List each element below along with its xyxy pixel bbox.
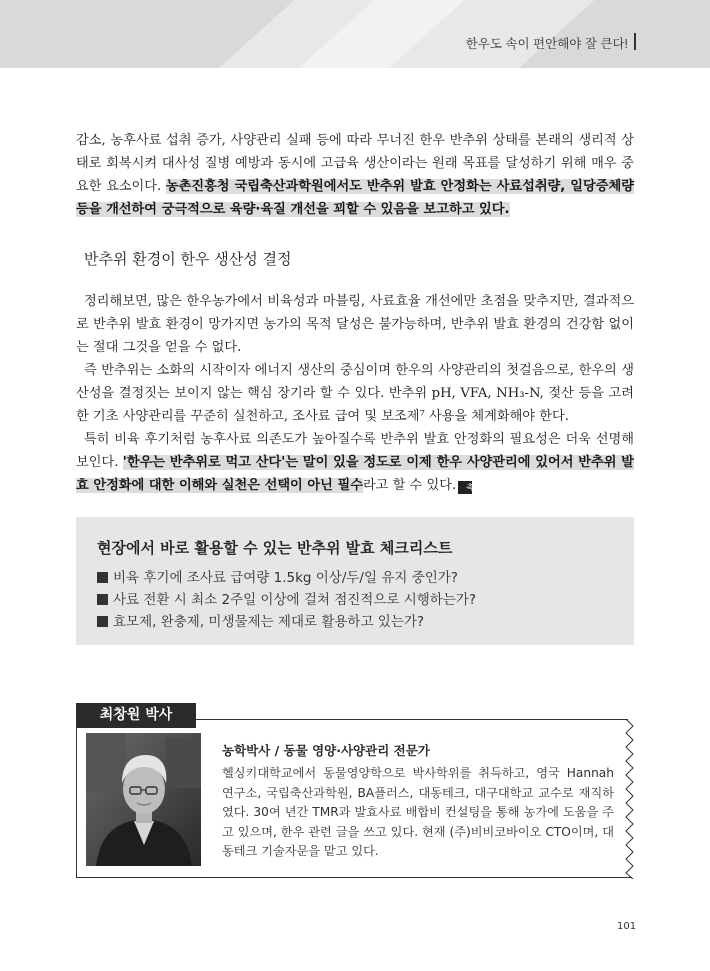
body-paragraph-3 [76,428,634,497]
body-paragraph-3-end: 라고 할 수 있다. [362,478,457,493]
checklist-item [97,610,424,630]
author-name: 최창원 박사 [99,707,173,723]
checklist-item-text: 비육 후기에 조사료 급여량 1.5kg 이상/두/일 유지 중인가? [113,570,458,586]
intro-paragraph [76,129,634,221]
square-bullet-icon [97,572,108,583]
end-mark-icon: 축 [458,481,472,494]
zigzag-edge-decoration [622,719,636,879]
square-bullet-icon [97,594,108,605]
body-highlight-b: 선택이 아닌 필수 [264,478,363,493]
author-bio: 헬싱키대학교에서 동물영양학으로 박사학위를 취득하고, 영국 Hannah 연구소, 국립축산과학원, BA플러스, 대동테크, 대구대학교 교수로 재직하였다. 30여 년간 TMR과 발효사료 배합비 컨설팅을 통해 농가에 도움을 주고 있으며, 한우 관련 글을 쓰고 있다. 현재 (주)비비코바이오 CTO이며, 대동테크 기술자문을 맡고 있다. [222,766,614,859]
body-paragraph-2: 즉 반추위는 소화의 시작이자 에너지 생산의 중심이며 한우의 사양관리의 첫걸음으로, 한우의 생산성을 결정짓는 보이지 않는 핵심 장기라 할 수 있다. 반추위 pH, VFA, NH₃-N, 젖산 등을 고려한 기초 사양관리를 꾸준히 실천하고, 조사료 급여 및 보조제⁷ 사용을 체계화해야 한다. [76,363,634,424]
checklist-item [97,566,458,586]
section-heading: 반추위 환경이 한우 생산성 결정 [84,250,292,268]
checklist-item-text: 효모제, 완충제, 미생물제는 제대로 활용하고 있는가? [113,614,425,630]
body-paragraph-3-start: 특히 비육 후기처럼 농후사료 의존도가 높아질수록 반추위 발효 안정화의 필요성은 더욱 선명해 보인다. [76,432,634,470]
checklist-item-text: 사료 전환 시 최소 2주일 이상에 걸쳐 점진적으로 시행하는가? [113,592,477,608]
checklist-item [97,588,476,608]
intro-highlight: 농촌진흥청 국립축산과학원에서도 반추위 발효 안정화는 사료섭취량, 일당증체량 등을 개선하여 궁극적으로 육량·육질 개선을 꾀할 수 있음을 보고하고 있다. [76,179,635,217]
page-header [0,0,710,68]
intro-text: 감소, 농후사료 섭취 증가, 사양관리 실패 등에 따라 무너진 한우 반추위 상태를 본래의 생리적 상태로 회복시켜 대사성 질병 예방과 동시에 고급육 생산이라는 원래 목표를 달성하기 위해 매우 중요한 요소이다. [76,133,634,194]
checklist-box [76,517,634,645]
author-photo [86,733,201,866]
checklist-title: 현장에서 바로 활용할 수 있는 반추위 발효 체크리스트 [97,539,453,557]
body-highlight-a: '한우는 반추위로 먹고 산다'는 말이 있을 정도로 이제 한우 사양관리에 있어서 반추위 발효 안정화에 대한 이해와 실천은 [76,455,634,493]
running-title: 한우도 속이 편안해야 잘 큰다! [465,37,628,51]
author-role: 농학박사 / 동물 영양·사양관리 전문가 [222,743,430,758]
body-paragraph-1: 정리해보면, 많은 한우농가에서 비육성과 마블링, 사료효율 개선에만 초점을 맞추지만, 결과적으로 반추위 발효 환경이 망가지면 농가의 목적 달성은 불가능하며, 반추위 발효 환경의 건강함 없이는 절대 그것을 얻을 수 없다. [76,294,634,355]
square-bullet-icon [97,616,108,627]
page-number: 101 [617,921,637,932]
header-divider [634,33,636,50]
